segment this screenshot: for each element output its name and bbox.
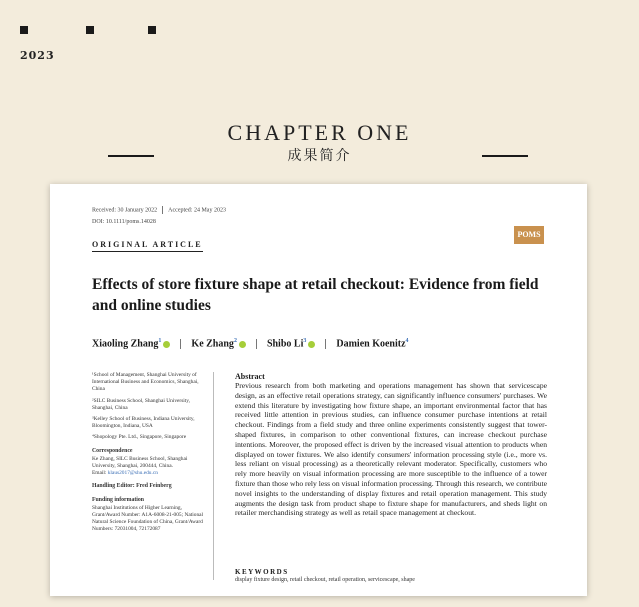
paper-title: Effects of store fixture shape at retail checkout: Evidence from field and online studies [92,276,539,314]
decor-square-2 [86,26,94,34]
affiliation-3: ³Kelley School of Business, Indiana University, Bloomington, Indiana, USA [92,416,195,430]
handling-editor: Handling Editor: Fred Feinberg [92,483,172,490]
author-4[interactable]: Damien Koenitz$^4$ [336,338,409,350]
paper-page [50,184,587,596]
accepted-date: Accepted: 24 May 2023 [168,207,226,214]
orcid-icon[interactable] [308,341,315,348]
decor-square-3 [148,26,156,34]
column-divider [213,372,214,580]
email-line: Email: klaus2017@shu.edu.cn [92,470,158,477]
chapter-subtitle: 成果简介 [287,148,352,164]
article-type: ORIGINAL ARTICLE [92,240,203,252]
author-2[interactable]: Ke Zhang$^2$ [191,338,246,349]
correspondence-heading: Correspondence [92,447,133,454]
author-1[interactable]: Xiaoling Zhang$^1$ [92,338,170,349]
affiliation-2: ²SILC Business School, Shanghai University, Shanghai, China [92,397,190,411]
orcid-icon[interactable] [239,341,246,348]
keywords-heading: KEYWORDS [235,568,289,576]
funding-text: Shanghai Institutions of Higher Learning, Grant/Award Number: A1A-6008-21-005; National Natural Science Foundation of China, Grant/Award Numbers: 72031004, 72172087 [92,504,204,533]
author-3[interactable]: Shibo Li$^3$ [267,338,315,349]
doi: DOI: 10.1111/poms.14028 [92,219,156,225]
abstract-text: Previous research from both marketing and operations management has shown that servicescape design, as an effective retail operations strategy, can significantly influence consumers' purchases. We extend this literature by investigating how fixture shape, an important environmental factor that has received little attention in previous studies, can influence consumer purchase intentions at retail checkout. Findings from a field study and three online experiments consistently suggest that tower-shaped fixtures, in comparison to other conventional fixtures, can increase checkout purchase intentions. Moreover, the proposed effect is driven by the increased visual attention to products when displayed on tower fixtures. We also identify consumers' information processing style (i.e., more vs. less reliant on visual processing) as a theoretically relevant moderator. Specifically, customers who rely more heavily on visual information processing are more susceptible to the influence of a tower fixture than those who rely less on visual information processing. Through this research, we contribute novel insights to the understanding of display fixtures and retail operation management. This study augments the design task from product shape to fixture shape for manufacturers, and sheds light on retailer merchandising strategy as well as retail space management at checkout. [235,381,547,518]
received-date: Received: 30 January 2022 [92,207,158,214]
journal-logo: POMS [514,226,544,244]
year-label: 2023 [20,49,55,62]
keywords-text: display fixture design, retail checkout, retail operation, servicescape, shape [235,577,415,583]
abstract-heading: Abstract [235,372,265,381]
correspondence-text: Ke Zhang, SILC Business School, Shanghai University, Shanghai, 200444, China. [92,455,188,470]
dates-line [92,206,226,214]
chapter-title: CHAPTER ONE [227,120,412,145]
right-rule [482,155,528,157]
author-list [92,338,409,349]
funding-heading: Funding information [92,496,145,503]
sidebar-info [92,372,207,538]
orcid-icon[interactable] [163,341,170,348]
affiliation-4: ⁴Shopology Pte. Ltd., Singapore, Singapore [92,434,187,441]
affiliation-1: ¹School of Management, Shanghai University of International Business and Economics, Shanghai, China [92,372,199,393]
email-link[interactable]: klaus2017@shu.edu.cn [107,470,158,477]
left-rule [108,155,154,157]
decor-square-1 [20,26,28,34]
